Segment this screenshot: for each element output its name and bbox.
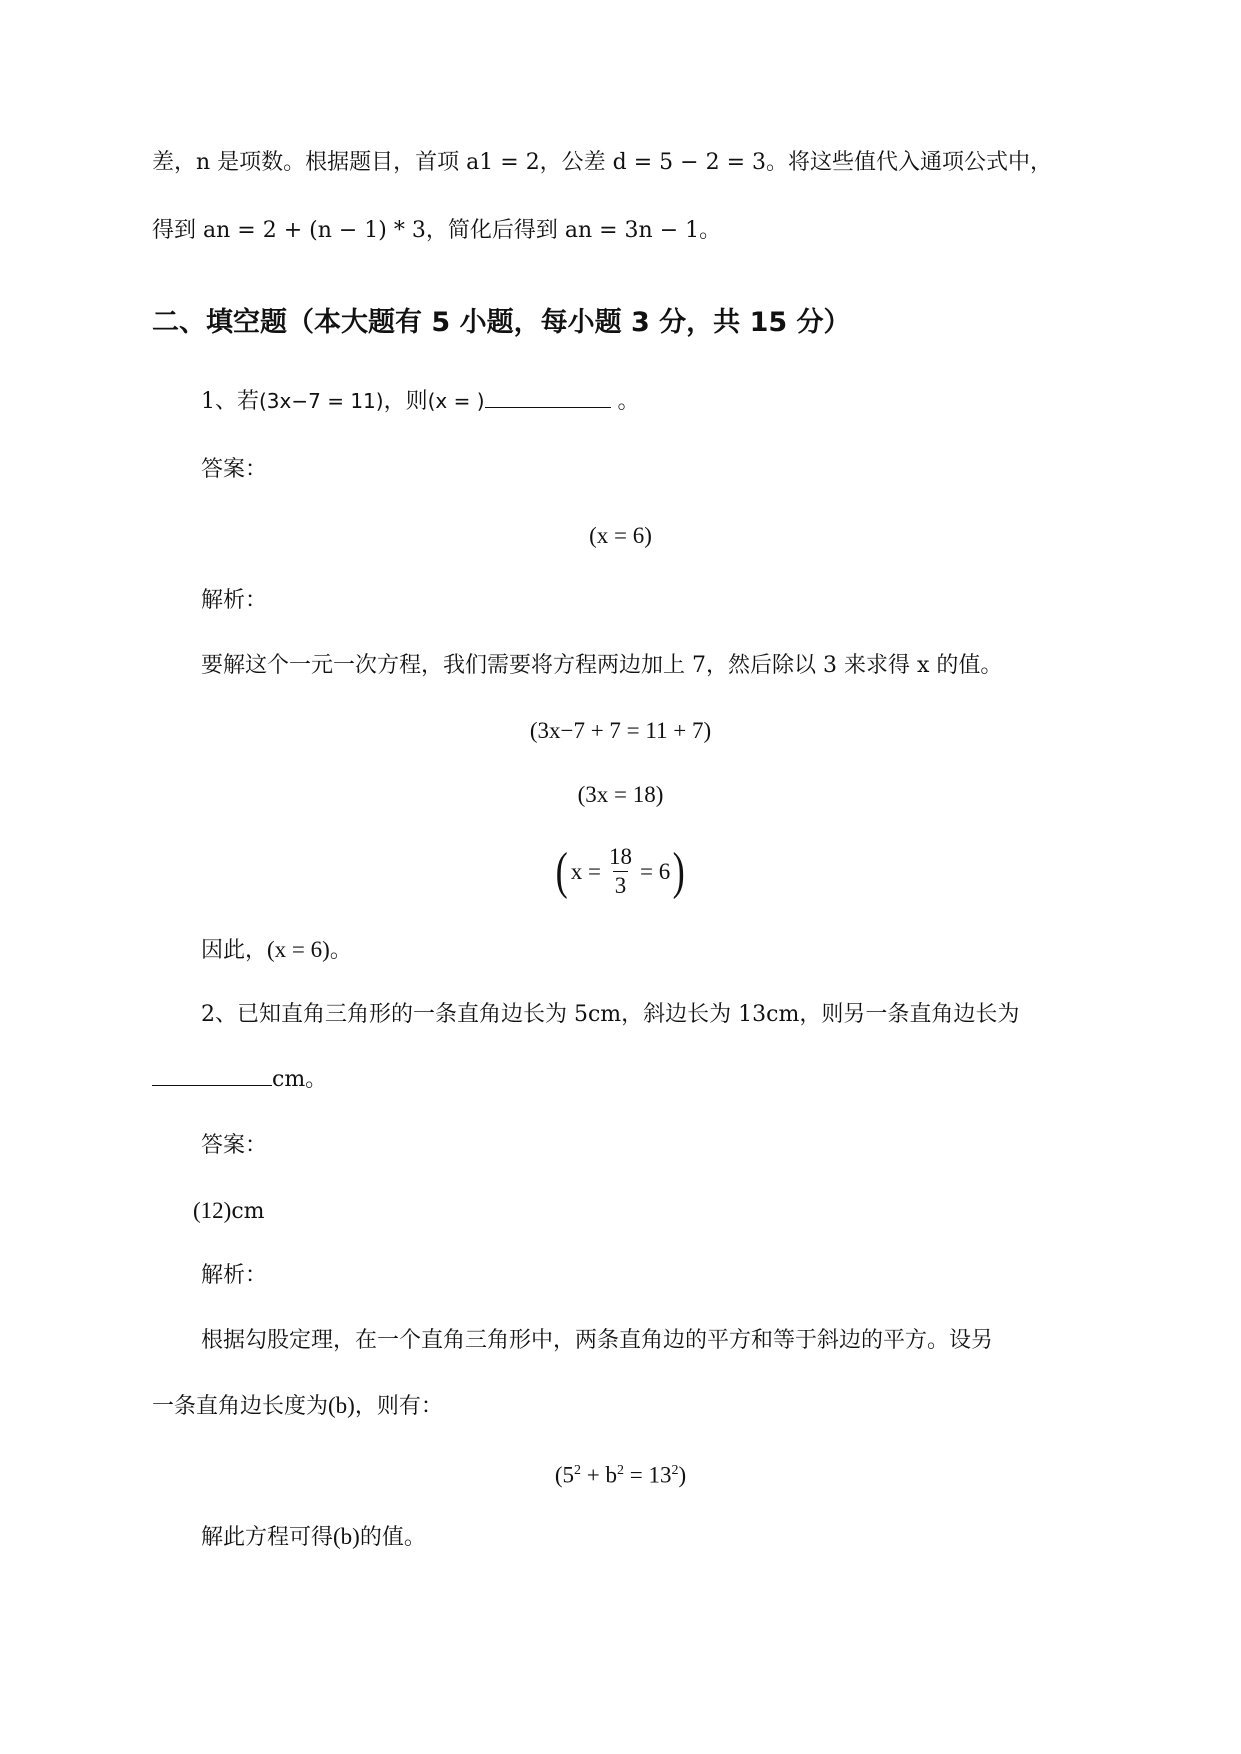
q2-final-suffix: 的值。 — [359, 1525, 426, 1550]
q1-step-3-rhs: = 6 — [640, 858, 671, 884]
q2-analysis-line-2-suffix: ，则有： — [354, 1394, 443, 1419]
q1-step-2: (3x = 18) — [577, 782, 664, 807]
q2-analysis-line-2-math: (b) — [328, 1393, 355, 1418]
section-heading: 二、填空题（本大题有 5 小题，每小题 3 分，共 15 分） — [152, 307, 851, 338]
q2-analysis-line-1: 根据勾股定理，在一个直角三角形中，两条直角边的平方和等于斜边的平方。设另 — [201, 1328, 994, 1353]
eq-rhs: = 13 — [624, 1462, 672, 1488]
q2-final — [201, 1522, 426, 1553]
left-paren: ( — [556, 842, 569, 900]
q2-final-math: (b) — [333, 1524, 360, 1549]
q1-conclusion-prefix: 因此， — [201, 938, 268, 963]
eq-open: (5 — [554, 1462, 575, 1488]
fraction-denominator: 3 — [614, 873, 627, 898]
q1-equation: (3x−7 = 11) — [259, 389, 384, 413]
fraction — [607, 843, 634, 900]
q1-middle: ，则 — [383, 389, 428, 414]
q1-answer-label: 答案： — [201, 457, 268, 482]
q2-pythagorean-equation — [0, 1456, 1241, 1491]
eq-close: ) — [678, 1462, 687, 1488]
intro-line-1: 差，n 是项数。根据题目，首项 a1 = 2，公差 d = 5 − 2 = 3。将这些值代入通项公式中， — [152, 150, 1053, 175]
q1-conclusion-math: (x = 6) — [267, 937, 330, 962]
intro-line-2: 得到 an = 2 + (n − 1) * 3，简化后得到 an = 3n − 1。 — [152, 218, 722, 243]
q1-answer: (x = 6) — [589, 523, 652, 548]
q1-conclusion-suffix: 。 — [329, 938, 352, 963]
q2-final-prefix: 解此方程可得 — [201, 1525, 334, 1550]
eq-exponent-1: 2 — [574, 1463, 582, 1478]
right-paren: ) — [672, 842, 685, 900]
q2-unit-suffix: cm。 — [272, 1067, 328, 1092]
q1-step-3 — [0, 843, 1241, 915]
q1-step-3-lhs: x = — [570, 858, 601, 884]
q1-conclusion — [201, 935, 352, 966]
q2-analysis-label: 解析： — [201, 1263, 268, 1288]
q2-analysis-line-2 — [152, 1391, 443, 1422]
q1-analysis-label: 解析： — [201, 588, 268, 613]
fraction-numerator: 18 — [609, 844, 632, 869]
q1-prefix: 1、若 — [201, 389, 259, 414]
q2-answer — [193, 1196, 265, 1227]
q2-analysis-line-2-prefix: 一条直角边长度为 — [152, 1394, 329, 1419]
q2-prompt-line-1: 2、已知直角三角形的一条直角边长为 5cm，斜边长为 13cm，则另一条直角边长为 — [201, 1002, 1020, 1027]
q1-analysis-text: 要解这个一元一次方程，我们需要将方程两边加上 7，然后除以 3 来求得 x 的值。 — [201, 653, 1003, 678]
q1-prompt — [201, 386, 640, 417]
q2-answer-label: 答案： — [201, 1133, 268, 1158]
q2-answer-unit: cm — [231, 1199, 265, 1224]
eq-exponent-2: 2 — [617, 1463, 624, 1478]
eq-mid: + b — [581, 1462, 617, 1488]
eq-exponent-3: 2 — [671, 1463, 679, 1478]
q2-answer-blank — [152, 1067, 272, 1086]
q1-answer-blank — [485, 389, 611, 408]
q1-step-1: (3x−7 + 7 = 11 + 7) — [529, 718, 712, 743]
q1-var: (x = ) — [427, 389, 485, 413]
q2-answer-math: (12) — [193, 1198, 232, 1223]
q1-suffix: 。 — [610, 389, 640, 414]
q2-prompt-line-2 — [152, 1065, 327, 1095]
